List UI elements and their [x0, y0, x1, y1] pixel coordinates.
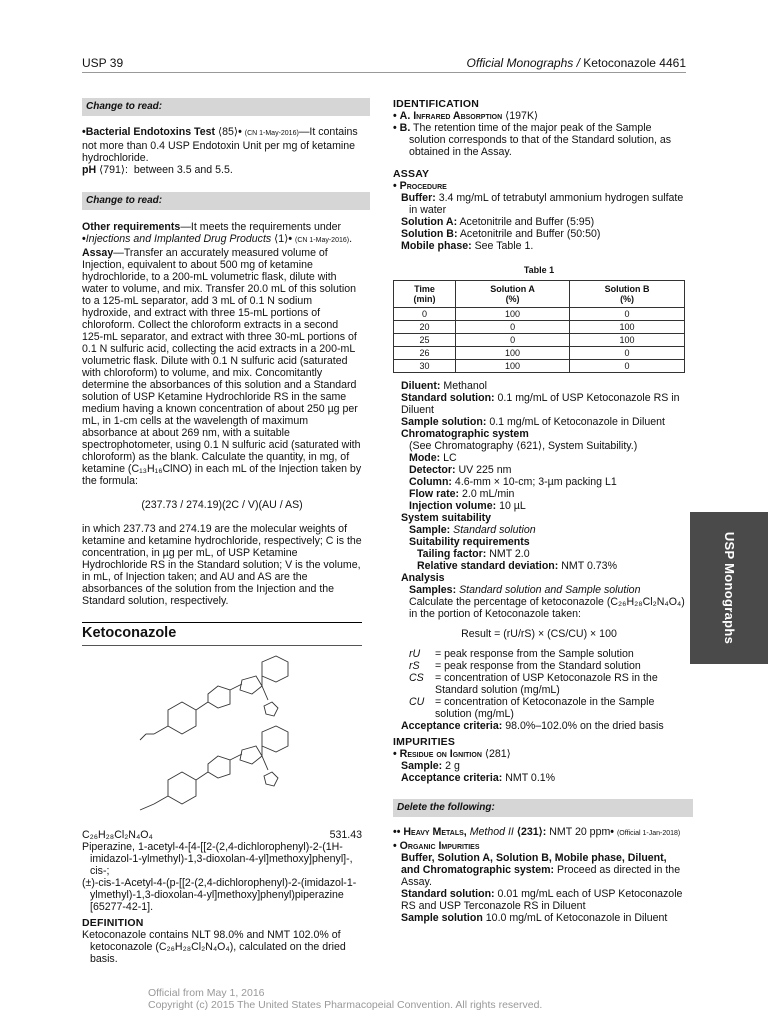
rsd-value: NMT 0.73%: [561, 560, 617, 572]
chemical-name-2: (±)-cis-1-Acetyl-4-(p-[[2-(2,4-dichlorophenyl)-2-(imidazol-1-ylmethyl)-1,3-dioxolan-4-yl]methoxy]phenyl)piperazine: [82, 877, 357, 901]
analysis-label: Analysis: [401, 572, 445, 584]
table-cell: 0: [456, 321, 570, 334]
definition-title: DEFINITION: [82, 917, 144, 929]
table-cell: 0: [570, 347, 685, 360]
flow-rate-value: 2.0 mL/min: [461, 488, 515, 500]
organic-impurities-section: •• Heavy Metals, Method II ⟨231⟩: NMT 20 ppm• (Official 1-Jan-2018) • Organic Impurities Buffer, Solution A, Solution B, Mobile phase, Diluent, and Chromatographic system: Proceed as directed in the Assay. Standard solution: 0.01 mg/mL each of USP Ketoconazole RS and USP Terconazole RS in Diluent Sample solution 10.0 mg/mL of Ketoconazole in Diluent: [393, 826, 683, 924]
table-cell: 0: [394, 308, 456, 321]
samples-value: Standard solution and Sample solution: [459, 584, 641, 596]
header-right-plain: Ketoconazole 4461: [583, 56, 686, 70]
assay-title-left: Assay: [82, 247, 114, 259]
ident-a-label: A. Infrared Absorption: [399, 110, 503, 122]
definition-symbol: rS: [409, 660, 420, 672]
table-row: [394, 360, 685, 373]
other-ref: Injections and Implanted Drug Products: [85, 233, 272, 245]
solution-a-value: Acetonitrile and Buffer (5:95): [459, 216, 595, 228]
diluent-key: Diluent:: [401, 380, 441, 392]
other-requirements-section: Other requirements—It meets the requirements under •Injections and Implanted Drug Products ⟨1⟩• (CN 1-May-2016). Assay—Transfer an accurately measured volume of Injection, equivalent to about 500 mg of ketamine hydrochloride, to a 200-mL volumetric flask, dilute with water to volume, and mix. Transfer 20.0 mL of this solution to a 125-mL separator, add 3 mL of 0.1 N sodium hydroxide, and extract with three 15-mL portions of chloroform. Collect the chloroform extracts in a second 125-mL separator, and extract with three 30-mL portions of 0.1 N sulfuric acid, collecting the acid extracts in a 200-mL volumetric flask. Dilute with 0.1 N sulfuric acid (saturated with chloroform) to volume, and mix. Concomitantly determine the absorbances of this solution and a Standard solution of USP Ketamine Hydrochloride RS in the same medium having a known concentration of about 250 µg per mL, in 1-cm cells at the wavelength of maximum absorbance at about 269 nm, with a suitable spectrophotometer, using 0.1 N sulfuric acid (saturated with chloroform) as the blank. Calculate the quantity, in mg, of ketamine (C₁₃H₁₆ClNO) in each mL of the Injection taken by the formula: (237.73 / 274.19)(2C / V)(AU / AS) in which 237.73 and 274.19 are the molecular weights of ketamine and ketamine hydrochloride, respectively; C is the concentration, in µg per mL, of USP Ketamine Hydrochloride RS in the Standard solution; V is the volume, in mL, of Injection taken; and AU and AS are the absorbances of the solution from the Injection and the Standard solution, respectively.: [82, 221, 362, 607]
flow-rate-key: Flow rate:: [409, 488, 460, 500]
roi-acceptance-key: Acceptance criteria:: [401, 772, 503, 784]
heavy-metals-method: Method II: [469, 826, 514, 838]
samples-key: Samples:: [409, 584, 457, 596]
oi-standard-key: Standard solution:: [401, 888, 495, 900]
bet-text: —It contains not more than 0.4 USP Endotoxin Unit per mg of ketamine hydrochloride.: [82, 126, 358, 164]
column-value: 4.6-mm × 10-cm; 3-µm packing L1: [454, 476, 617, 488]
table-cell: 100: [456, 347, 570, 360]
table-cell: 30: [394, 360, 456, 373]
assay-details: Diluent: Methanol Standard solution: 0.1 mg/mL of USP Ketoconazole RS in Diluent Sample solution: 0.1 mg/mL of Ketoconazole in Diluent Chromatographic system (See Chromatography ⟨621⟩, System Suitability.) Mode: LC Detector: UV 225 nm Column: 4.6-mm × 10-cm; 3-µm packing L1 Flow rate: 2.0 mL/min Injection volume: 10 µL System suitability Sample: Standard solution Suitability requirements Tailing factor: NMT 2.0 Relative standard deviation: NMT 0.73% Analysis Samples: Standard solution and Sample solution Calculate the percentage of ketoconazole (C₂₆H₂₈Cl₂N₄O₄) in the portion of Ketoconazole taken: Result = (rU/rS) × (CS/CU) × 100 rU = peak response from the Sample solution rS = peak response from the Standard solution CS = concentration of USP Ketoconazole RS in the Standard solution (mg/mL) CU = concentration of Ketoconazole in the Sample solution (mg/mL) Acceptance criteria: 98.0%–102.0% on the dried basis IMPURITIES • Residue on Ignition ⟨281⟩ Sample: 2 g Acceptance criteria: NMT 0.1%: [393, 380, 685, 784]
acceptance-key: Acceptance criteria:: [401, 720, 503, 732]
header-right-italic: Official Monographs /: [466, 56, 584, 70]
heavy-metals-official: (Official 1-Jan-2018): [616, 830, 681, 837]
after-formula-text: in which 237.73 and 274.19 are the molecular weights of ketamine and ketamine hydrochloride, respectively; C is the concentration, in µg per mL, of USP Ketamine Hydrochloride RS in the Standard solution; V is the volume, in mL, of Injection taken; and AU and AS are the absorbances of the solution from the Injection and the Standard solution, respectively.: [82, 523, 362, 607]
delete-banner: Delete the following:: [393, 799, 693, 817]
title-underline: [82, 645, 362, 646]
definition-item: [409, 648, 685, 660]
table-cell: 20: [394, 321, 456, 334]
definition-symbol: CU: [409, 696, 425, 708]
roi-label: Residue on Ignition: [399, 748, 482, 760]
monograph-title: Ketoconazole: [82, 625, 177, 641]
assay-text-left: —Transfer an accurately measured volume of Injection, equivalent to about 500 mg of ketamine hydrochloride, to a 200-mL volumetric flask, dilute with water to volume, and mix. Transfer 20.0 mL of this solution to a 125-mL separator, add 3 mL of 0.1 N sodium hydroxide, and extract with three 15-mL portions of chloroform. Collect the chloroform extracts in a second 125-mL separator, and extract with three 30-mL portions of 0.1 N sulfuric acid, collecting the acid extracts in a 200-mL volumetric flask. Dilute with 0.1 N sulfuric acid (saturated with chloroform) to volume, and mix. Concomitantly determine the absorbances of this solution and a Standard solution of USP Ketamine Hydrochloride RS in the same medium having a known concentration of about 250 µg per mL, in 1-cm cells at the wavelength of maximum absorbance at about 269 nm, with a suitable spectrophotometer, using 0.1 N sulfuric acid (saturated with chloroform) as the blank. Calculate the quantity, in mg, of ketamine (C₁₃H₁₆ClNO) in each mL of the Injection taken by the formula:: [82, 247, 362, 487]
change-to-read-banner-2: Change to read:: [82, 192, 370, 210]
definition-item: [409, 660, 685, 672]
acceptance-value: 98.0%–102.0% on the dried basis: [505, 720, 664, 732]
ph-ref: ⟨791⟩:: [99, 164, 128, 176]
definition-item: [409, 672, 685, 696]
detector-key: Detector:: [409, 464, 456, 476]
table-cell: 25: [394, 334, 456, 347]
roi-ref: ⟨281⟩: [484, 748, 511, 760]
mobile-phase-value: See Table 1.: [474, 240, 534, 252]
table-1: [393, 264, 685, 373]
heavy-metals-ref: ⟨231⟩:: [516, 826, 547, 838]
table-cell: 100: [570, 334, 685, 347]
detector-value: UV 225 nm: [458, 464, 512, 476]
table-header-0: Time (min): [394, 281, 456, 308]
molecular-formula: C₂₆H₂₈Cl₂N₄O₄: [82, 829, 153, 841]
ident-a-ref: ⟨197K⟩: [505, 110, 539, 122]
molecular-info: [82, 829, 362, 965]
usp-monographs-tab: [690, 512, 768, 664]
ph-title: pH: [82, 164, 97, 176]
table-cell: 0: [570, 360, 685, 373]
mode-value: LC: [443, 452, 457, 464]
diluent-value: Methanol: [443, 380, 487, 392]
suitability-sample-value: Standard solution: [453, 524, 536, 536]
table-title: Table 1: [523, 265, 555, 275]
heavy-metals-label: Heavy Metals,: [403, 826, 467, 838]
oi-sample-key: Sample solution: [401, 912, 483, 924]
impurities-title: IMPURITIES: [393, 736, 456, 748]
oi-standard-value: 0.01 mg/mL each of USP Ketoconazole RS and USP Terconazole RS in Diluent: [401, 888, 683, 912]
calculation-text: Calculate the percentage of ketoconazole (C₂₆H₂₈Cl₂N₄O₄) in the portion of Ketoconazole taken:: [409, 596, 685, 620]
footer: [148, 987, 542, 1011]
header-rule: [82, 72, 686, 73]
table-header-1: Solution A (%): [456, 281, 570, 308]
table-header-2: Solution B (%): [570, 281, 685, 308]
definition-text: = peak response from the Sample solution: [435, 648, 634, 660]
roi-sample-key: Sample:: [401, 760, 443, 772]
suitability-requirements: Suitability requirements: [409, 536, 530, 548]
table-row: [394, 347, 685, 360]
buffer-key: Buffer:: [401, 192, 436, 204]
page-header-left: USP 39: [82, 56, 124, 70]
ketamine-formula: (237.73 / 274.19)(2C / V)(AU / AS): [141, 499, 303, 511]
oi-buffer-key: Buffer, Solution A, Solution B, Mobile phase, Diluent, and Chromatographic system:: [401, 852, 667, 876]
organic-impurities-label: Organic Impurities: [399, 840, 480, 852]
oi-buffer-value: Proceed as directed in the Assay.: [401, 864, 681, 888]
page-header-right: [467, 57, 686, 69]
definitions-list: [393, 648, 685, 720]
table-row: [394, 334, 685, 347]
table-row: [394, 308, 685, 321]
roi-sample-value: 2 g: [445, 760, 460, 772]
table-row: [394, 321, 685, 334]
heavy-metals-text: NMT 20 ppm: [549, 826, 611, 838]
tailing-factor-key: Tailing factor:: [417, 548, 487, 560]
gradient-table: [393, 280, 685, 373]
buffer-value: 3.4 mg/mL of tetrabutyl ammonium hydrogen sulfate in water: [409, 192, 684, 216]
definition-text: Ketoconazole contains NLT 98.0% and NMT 102.0% of ketoconazole (C₂₆H₂₈Cl₂N₄O₄), calculated on the dried basis.: [82, 929, 346, 965]
chemical-name-1: Piperazine, 1-acetyl-4-[4-[[2-(2,4-dichlorophenyl)-2-(1H-imidazol-1-ylmethyl)-1,3-dioxolan-4-yl]methoxy]phenyl]-, cis-;: [82, 841, 353, 877]
roi-acceptance-value: NMT 0.1%: [505, 772, 556, 784]
footer-line-2: Copyright (c) 2015 The United States Pharmacopeial Convention. All rights reserved.: [148, 999, 543, 1011]
definition-text: = concentration of USP Ketoconazole RS in the Standard solution (mg/mL): [435, 672, 658, 696]
ident-b-text: The retention time of the major peak of the Sample solution corresponds to that of the Standard solution, as obtained in the Assay.: [409, 122, 672, 158]
result-formula: Result = (rU/rS) × (CS/CU) × 100: [461, 628, 617, 640]
solution-b-value: Acetonitrile and Buffer (50:50): [459, 228, 601, 240]
solution-a-key: Solution A:: [401, 216, 458, 228]
other-title: Other requirements: [82, 221, 181, 233]
definition-text: = peak response from the Standard solution: [435, 660, 641, 672]
other-text: —It meets the requirements under: [180, 221, 342, 233]
sample-solution-value: 0.1 mg/mL of Ketoconazole in Diluent: [489, 416, 665, 428]
identification-section: IDENTIFICATION • A. Infrared Absorption ⟨197K⟩ • B. The retention time of the major peak of the Sample solution corresponds to that of the Standard solution, as obtained in the Assay. ASSAY • Procedure Buffer: 3.4 mg/mL of tetrabutyl ammonium hydrogen sulfate in water Solution A: Acetonitrile and Buffer (5:95) Solution B: Acetonitrile and Buffer (50:50) Mobile phase: See Table 1.: [393, 98, 684, 252]
standard-solution-value: 0.1 mg/mL of USP Ketoconazole RS in Diluent: [401, 392, 680, 416]
ketoconazole-title-rule: [82, 622, 362, 623]
sample-solution-key: Sample solution:: [401, 416, 487, 428]
injection-volume-value: 10 µL: [499, 500, 526, 512]
mode-key: Mode:: [409, 452, 441, 464]
column-key: Column:: [409, 476, 452, 488]
procedure-label: Procedure: [399, 180, 447, 192]
footer-line-1: Official from May 1, 2016: [148, 987, 265, 999]
chromatographic-system-value: (See Chromatography ⟨621⟩, System Suitability.): [409, 440, 638, 452]
table-cell: 0: [570, 308, 685, 321]
suitability-sample-key: Sample:: [409, 524, 451, 536]
definition-symbol: CS: [409, 672, 424, 684]
assay-title-right: ASSAY: [393, 168, 430, 180]
bet-ref: ⟨85⟩: [218, 126, 239, 138]
side-tab-label: USP Monographs: [722, 531, 737, 645]
change-to-read-banner-1: Change to read:: [82, 98, 370, 116]
tailing-factor-value: NMT 2.0: [489, 548, 530, 560]
identification-title: IDENTIFICATION: [393, 98, 480, 110]
standard-solution-key: Standard solution:: [401, 392, 495, 404]
bet-cn: (CN 1-May-2016): [244, 130, 299, 137]
bacterial-endotoxins-section: •Bacterial Endotoxins Test ⟨85⟩• (CN 1-May-2016)—It contains not more than 0.4 USP Endotoxin Unit per mg of ketamine hydrochloride. pH ⟨791⟩: between 3.5 and 5.5.: [82, 126, 358, 176]
table-cell: 0: [456, 334, 570, 347]
molecular-weight: 531.43: [329, 829, 362, 841]
ketoconazole-structure: [110, 650, 340, 820]
table-cell: 100: [570, 321, 685, 334]
system-suitability-key: System suitability: [401, 512, 492, 524]
other-cn: (CN 1-May-2016): [295, 237, 350, 244]
table-cell: 100: [456, 360, 570, 373]
mobile-phase-key: Mobile phase:: [401, 240, 472, 252]
table-cell: 26: [394, 347, 456, 360]
definition-symbol: rU: [409, 648, 421, 660]
table-cell: 100: [456, 308, 570, 321]
bet-title: Bacterial Endotoxins Test: [85, 126, 216, 138]
definition-item: [409, 696, 685, 720]
definition-text: = concentration of Ketoconazole in the Sample solution (mg/mL): [435, 696, 655, 720]
solution-b-key: Solution B:: [401, 228, 458, 240]
injection-volume-key: Injection volume:: [409, 500, 497, 512]
ident-b-label: B.: [399, 122, 411, 134]
other-ref2: ⟨1⟩: [274, 233, 289, 245]
rsd-key: Relative standard deviation:: [417, 560, 559, 572]
ph-text: between 3.5 and 5.5.: [133, 164, 233, 176]
chromatographic-system-key: Chromatographic system: [401, 428, 529, 440]
cas-number: [65277-42-1].: [90, 901, 154, 913]
oi-sample-value: 10.0 mg/mL of Ketoconazole in Diluent: [485, 912, 668, 924]
